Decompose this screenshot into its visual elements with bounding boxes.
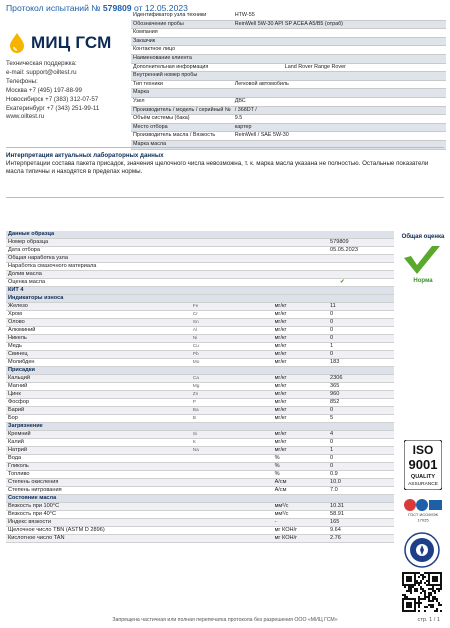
result-row <box>6 303 394 311</box>
result-cell-c1: Оценка масла <box>6 279 191 287</box>
result-row <box>6 431 394 439</box>
info-row <box>131 63 446 72</box>
result-cell-c4: 183 <box>328 359 394 367</box>
result-cell-c3: мг/кг <box>273 447 328 455</box>
result-cell-c2: Mg <box>191 383 273 391</box>
result-cell-c4: 960 <box>328 391 394 399</box>
result-cell-c4: 2306 <box>328 375 394 383</box>
result-cell-c4: 1 <box>328 343 394 351</box>
result-cell-c1: Индикаторы износа <box>6 295 191 303</box>
result-row <box>6 519 394 527</box>
result-row <box>6 471 394 479</box>
result-cell-c2 <box>191 527 273 535</box>
result-cell-c4: 05.05.2023 <box>328 247 394 255</box>
result-cell-c1: Барий <box>6 407 191 415</box>
result-cell-c1: Натрий <box>6 447 191 455</box>
info-value <box>233 37 446 46</box>
result-cell-c4: 0 <box>328 319 394 327</box>
info-value: картер <box>233 123 446 132</box>
company-logo <box>6 32 118 56</box>
result-cell-c3: мг/кг <box>273 319 328 327</box>
info-key: Контактное лицо <box>131 46 233 55</box>
result-row <box>6 511 394 519</box>
result-cell-c4 <box>328 231 394 239</box>
result-row <box>6 359 394 367</box>
result-cell-c1: Кальций <box>6 375 191 383</box>
result-row <box>6 479 394 487</box>
result-cell-c4: 10.0 <box>328 479 394 487</box>
qr-code-icon <box>402 572 442 612</box>
result-cell-c4: 0 <box>328 463 394 471</box>
result-cell-c2: Na <box>191 447 273 455</box>
info-row <box>131 80 446 89</box>
result-cell-c4: 9.64 <box>328 527 394 535</box>
info-value: HTW-55 <box>233 12 446 20</box>
result-cell-c1: Наработка смазочного материала <box>6 263 191 271</box>
section-header <box>6 287 394 295</box>
result-row <box>6 351 394 359</box>
info-key: Дополнительная информация <box>131 63 233 72</box>
result-row <box>6 503 394 511</box>
info-row <box>131 72 446 81</box>
info-row <box>131 20 446 29</box>
result-cell-c4 <box>328 295 394 303</box>
result-cell-c1: Вязкость при 100°С <box>6 503 191 511</box>
result-cell-c1: Дата отбора <box>6 247 191 255</box>
result-cell-c2: B <box>191 415 273 423</box>
result-cell-c2 <box>191 271 273 279</box>
result-cell-c2 <box>191 479 273 487</box>
info-value: 9.5 <box>233 115 446 124</box>
result-cell-c1: Молибден <box>6 359 191 367</box>
result-cell-c3: мг/кг <box>273 311 328 319</box>
info-key: Тип техники <box>131 80 233 89</box>
result-cell-c4: 7.0 <box>328 487 394 495</box>
result-cell-c3 <box>273 239 328 247</box>
result-cell-c1: Хром <box>6 311 191 319</box>
page-number: стр. 1 / 1 <box>417 617 440 623</box>
info-key: Производитель / модель / серийный № <box>131 106 233 115</box>
result-cell-c2: P <box>191 399 273 407</box>
info-row <box>131 132 446 141</box>
result-cell-c3: - <box>273 519 328 527</box>
results-table <box>6 231 394 543</box>
result-row <box>6 463 394 471</box>
result-cell-c1: Индекс вязкости <box>6 519 191 527</box>
info-key: Компания <box>131 29 233 38</box>
result-cell-c3: мг/кг <box>273 303 328 311</box>
result-cell-c2 <box>191 231 273 239</box>
iso-num: 9001 <box>408 457 438 472</box>
result-cell-c4 <box>328 495 394 503</box>
contact-line: Телефоны: <box>6 77 38 85</box>
info-row <box>131 97 446 106</box>
result-cell-c3 <box>273 255 328 263</box>
logo-text: МИЦ ГСМ <box>31 33 112 52</box>
result-cell-c3: мг КОН/г <box>273 535 328 543</box>
result-cell-c4 <box>328 271 394 279</box>
result-cell-c2 <box>191 519 273 527</box>
result-cell-c1: Вязкость при 40°С <box>6 511 191 519</box>
section-header <box>6 231 394 239</box>
result-cell-c3 <box>273 495 328 503</box>
result-cell-c4: ✔ <box>328 279 394 287</box>
footer-notice: Запрещена частичная или полная перепечатка протокола без разрешения ООО «МИЦ ГСМ» <box>112 617 338 623</box>
result-cell-c2 <box>191 511 273 519</box>
result-cell-c4: 579809 <box>328 239 394 247</box>
info-row <box>131 12 446 20</box>
contact-phone: Москва +7 (495) 197-88-99 <box>6 86 82 94</box>
result-row <box>6 271 394 279</box>
result-cell-c2 <box>191 495 273 503</box>
result-cell-c4 <box>328 367 394 375</box>
result-cell-c1: Вода <box>6 455 191 463</box>
result-cell-c1: Олово <box>6 319 191 327</box>
result-cell-c2: Zn <box>191 391 273 399</box>
result-cell-c3: мм²/с <box>273 511 328 519</box>
title-prefix: Протокол испытаний № <box>6 3 101 13</box>
result-cell-c1: Свинец <box>6 351 191 359</box>
result-cell-c3: мг/кг <box>273 351 328 359</box>
result-cell-c2 <box>191 535 273 543</box>
result-cell-c3 <box>273 423 328 431</box>
result-cell-c1: Медь <box>6 343 191 351</box>
section-header <box>6 295 394 303</box>
result-cell-c3: мг КОН/г <box>273 527 328 535</box>
result-cell-c4: 852 <box>328 399 394 407</box>
result-row <box>6 343 394 351</box>
result-row <box>6 535 394 543</box>
result-cell-c3: % <box>273 455 328 463</box>
result-cell-c2 <box>191 463 273 471</box>
result-cell-c2 <box>191 367 273 375</box>
result-cell-c3 <box>273 263 328 271</box>
result-cell-c2: Ca <box>191 375 273 383</box>
info-row <box>131 115 446 124</box>
info-row <box>131 123 446 132</box>
info-key: Идентификатор узла техники <box>131 12 233 20</box>
result-cell-c3 <box>273 279 328 287</box>
result-row <box>6 279 394 287</box>
result-cell-c2 <box>191 423 273 431</box>
info-key: Внутренний номер пробы <box>131 72 233 81</box>
result-cell-c3 <box>273 271 328 279</box>
result-cell-c2 <box>191 471 273 479</box>
result-cell-c4 <box>328 255 394 263</box>
gost-badge-icon <box>402 497 444 523</box>
result-cell-c2 <box>191 295 273 303</box>
info-key: Место отбора <box>131 123 233 132</box>
result-cell-c3 <box>273 295 328 303</box>
info-value: ReinWell / SAE 5W-30 <box>233 132 446 141</box>
result-cell-c4 <box>328 423 394 431</box>
result-cell-c2 <box>191 287 273 295</box>
result-cell-c4: 0 <box>328 439 394 447</box>
result-cell-c1: Топливо <box>6 471 191 479</box>
result-cell-c1: Никель <box>6 335 191 343</box>
result-row <box>6 527 394 535</box>
result-cell-c3: мг/кг <box>273 391 328 399</box>
info-value <box>233 29 446 38</box>
big-check-icon <box>402 244 442 278</box>
interpretation-text: Интерпретации состава пакета присадок, значения щелочного числа невозможна, т. к. марка масла указана не полностью. Остальные показатели масла типичны и находятся в пределах нормы. <box>6 160 429 176</box>
result-cell-c3: мг/кг <box>273 359 328 367</box>
info-key: Производитель масла / Вязкость <box>131 132 233 141</box>
result-cell-c4: 5 <box>328 415 394 423</box>
info-value <box>233 72 446 81</box>
interpretation-heading: Интерпретация актуальных лабораторных данных <box>6 152 164 159</box>
result-row <box>6 327 394 335</box>
result-cell-c1: Алюминий <box>6 327 191 335</box>
result-row <box>6 399 394 407</box>
overall-status: Норма <box>413 278 433 284</box>
result-cell-c2: Cr <box>191 311 273 319</box>
result-row <box>6 335 394 343</box>
result-cell-c4: 0 <box>328 455 394 463</box>
result-cell-c1: Железо <box>6 303 191 311</box>
certification-seal-icon <box>404 532 440 568</box>
section-header <box>6 367 394 375</box>
info-row <box>131 37 446 46</box>
info-value: Land Rover Range Rover <box>233 63 446 72</box>
assurance-text: ASSURANCE <box>408 482 438 487</box>
result-cell-c2: Sn <box>191 319 273 327</box>
contact-phone: Новосибирск +7 (383) 312-07-57 <box>6 95 99 103</box>
gost-text: ГОСТ ИСО/МЭК <box>408 512 438 517</box>
info-row <box>131 29 446 38</box>
result-cell-c4: 0 <box>328 311 394 319</box>
result-cell-c1: Данные образца <box>6 231 191 239</box>
result-cell-c3: мг/кг <box>273 439 328 447</box>
result-cell-c4: 11 <box>328 303 394 311</box>
result-cell-c1: Цинк <box>6 391 191 399</box>
overall-assessment-label: Общая оценка <box>401 234 445 240</box>
info-key: Заказчик <box>131 37 233 46</box>
result-cell-c1: Щелочное число TBN (ASTM D 2896) <box>6 527 191 535</box>
result-cell-c3: мг/кг <box>273 327 328 335</box>
info-row <box>131 106 446 115</box>
result-cell-c2 <box>191 279 273 287</box>
result-cell-c4: 10.31 <box>328 503 394 511</box>
result-row <box>6 311 394 319</box>
contacts-block <box>6 60 99 122</box>
result-row <box>6 447 394 455</box>
result-cell-c1: Номер образца <box>6 239 191 247</box>
result-cell-c4: 165 <box>328 519 394 527</box>
result-cell-c4: 0.9 <box>328 471 394 479</box>
result-cell-c3: мг/кг <box>273 407 328 415</box>
result-cell-c2 <box>191 263 273 271</box>
website-link[interactable]: www.oiltest.ru <box>6 113 45 121</box>
result-cell-c2: Al <box>191 327 273 335</box>
result-cell-c4: 0 <box>328 407 394 415</box>
gost-num: 17025 <box>417 517 429 523</box>
result-row <box>6 239 394 247</box>
quality-text: QUALITY <box>410 474 436 480</box>
iso-text: ISO <box>412 443 434 457</box>
result-cell-c3 <box>273 247 328 255</box>
info-row <box>131 54 446 63</box>
info-value <box>233 46 446 55</box>
result-cell-c1: Кислотное число TAN <box>6 535 191 543</box>
info-value: Легковой автомобиль <box>233 80 446 89</box>
result-cell-c4 <box>328 263 394 271</box>
result-cell-c2: Fe <box>191 303 273 311</box>
result-cell-c1: КИТ 4 <box>6 287 191 295</box>
info-key: Марка масла <box>131 140 233 149</box>
result-cell-c1: Долив масла <box>6 271 191 279</box>
result-cell-c2: Ni <box>191 335 273 343</box>
result-cell-c1: Магний <box>6 383 191 391</box>
result-cell-c4: 0 <box>328 351 394 359</box>
divider <box>6 147 444 148</box>
result-cell-c1: Степень нитрования <box>6 487 191 495</box>
result-cell-c3 <box>273 287 328 295</box>
info-value <box>233 89 446 98</box>
result-cell-c3 <box>273 367 328 375</box>
result-row <box>6 455 394 463</box>
result-cell-c3: % <box>273 471 328 479</box>
divider <box>6 197 444 198</box>
result-cell-c4: 0 <box>328 335 394 343</box>
section-header <box>6 423 394 431</box>
info-value: ReinWell 5W-30 API SP ACEA A5/B5 (отраб) <box>233 20 446 29</box>
result-cell-c3: А/см <box>273 487 328 495</box>
info-key: Узел <box>131 97 233 106</box>
protocol-number: 579809 <box>102 3 132 13</box>
result-cell-c1: Общая наработка узла <box>6 255 191 263</box>
info-row <box>131 89 446 98</box>
result-cell-c1: Кремний <box>6 431 191 439</box>
contact-email[interactable]: e-mail: support@oiltest.ru <box>6 68 77 76</box>
result-cell-c4: 2.76 <box>328 535 394 543</box>
result-cell-c1: Состояние масла <box>6 495 191 503</box>
result-row <box>6 391 394 399</box>
result-row <box>6 439 394 447</box>
result-cell-c2: Pb <box>191 351 273 359</box>
info-key: Наименование клиента <box>131 54 233 63</box>
result-cell-c4: 0 <box>328 327 394 335</box>
result-cell-c2: Mo <box>191 359 273 367</box>
info-key: Объём системы (бака) <box>131 115 233 124</box>
result-row <box>6 255 394 263</box>
info-key: Обозначение пробы <box>131 20 233 29</box>
result-cell-c4: 365 <box>328 383 394 391</box>
result-cell-c4: 4 <box>328 431 394 439</box>
info-value <box>233 54 446 63</box>
result-cell-c2: Cu <box>191 343 273 351</box>
result-cell-c1: Бор <box>6 415 191 423</box>
result-cell-c1: Гликоль <box>6 463 191 471</box>
result-cell-c3: % <box>273 463 328 471</box>
result-cell-c3: мг/кг <box>273 383 328 391</box>
result-row <box>6 247 394 255</box>
iso-9001-badge-icon <box>404 440 442 490</box>
result-cell-c2: K <box>191 439 273 447</box>
result-row <box>6 407 394 415</box>
result-cell-c4 <box>328 287 394 295</box>
result-cell-c1: Загрязнение <box>6 423 191 431</box>
result-cell-c3: мг/кг <box>273 415 328 423</box>
result-cell-c1: Фосфор <box>6 399 191 407</box>
result-cell-c2 <box>191 487 273 495</box>
result-cell-c1: Степень окисления <box>6 479 191 487</box>
result-row <box>6 263 394 271</box>
result-cell-c3: А/см <box>273 479 328 487</box>
result-cell-c3: мг/кг <box>273 375 328 383</box>
result-cell-c2: Si <box>191 431 273 439</box>
result-cell-c2: Ba <box>191 407 273 415</box>
result-row <box>6 415 394 423</box>
section-header <box>6 495 394 503</box>
result-cell-c4: 1 <box>328 447 394 455</box>
result-cell-c1: Калий <box>6 439 191 447</box>
contact-line: Техническая поддержка: <box>6 60 77 67</box>
info-value: ДВС <box>233 97 446 106</box>
result-row <box>6 383 394 391</box>
info-value: / 368DT / <box>233 106 446 115</box>
result-cell-c3: мг/кг <box>273 431 328 439</box>
result-cell-c3: мг/кг <box>273 335 328 343</box>
result-cell-c3: мм²/с <box>273 503 328 511</box>
result-row <box>6 375 394 383</box>
result-cell-c2 <box>191 503 273 511</box>
result-cell-c3: мг/кг <box>273 399 328 407</box>
protocol-date: 12.05.2023 <box>144 3 188 13</box>
result-row <box>6 487 394 495</box>
info-row <box>131 46 446 55</box>
sample-info-table <box>131 12 446 150</box>
result-cell-c2 <box>191 247 273 255</box>
result-cell-c4: 58.91 <box>328 511 394 519</box>
info-key: Марка <box>131 89 233 98</box>
result-cell-c1: Присадки <box>6 367 191 375</box>
title-mid: от <box>133 3 143 13</box>
oil-drop-icon <box>6 32 28 54</box>
result-cell-c3: мг/кг <box>273 343 328 351</box>
result-row <box>6 319 394 327</box>
result-cell-c2 <box>191 455 273 463</box>
result-cell-c2 <box>191 239 273 247</box>
result-cell-c3 <box>273 231 328 239</box>
result-cell-c2 <box>191 255 273 263</box>
contact-phone: Екатеринбург +7 (343) 251-99-11 <box>6 104 100 112</box>
